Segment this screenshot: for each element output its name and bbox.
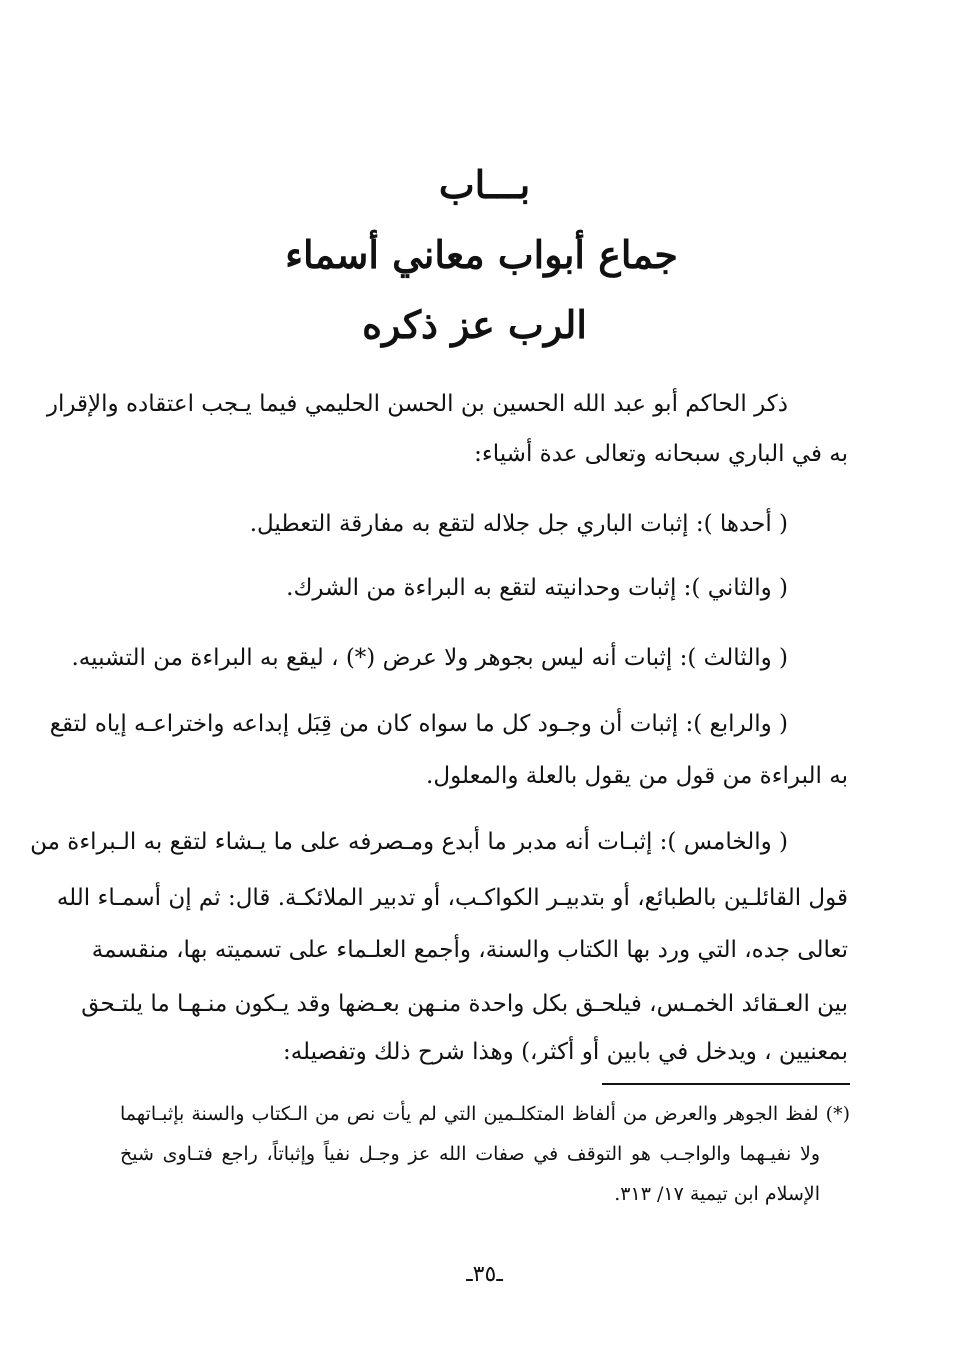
body-line: ( والثالث ): إثبات أنه ليس بجوهر ولا عرض (*) ، ليقع به البراءة من التشبيه. [71,645,788,671]
page-number: ـ٣٥ـ [466,1262,503,1287]
footnote-line: الإسلام ابن تيمية ١٧/ ٣١٣. [614,1183,820,1205]
chapter-title-line-1: جماع أبواب معاني أسماء [285,232,678,277]
footnote-line: ولا نفيـهما والواجـب هو التوقف في صفات الله عز وجـل نفياً وإثباتاً، راجع فتـاوى شيخ [120,1143,820,1165]
chapter-title-line-2: الرب عز ذكره [362,302,587,347]
body-line: بمعنيين ، ويدخل في بابين أو أكثر،) وهذا شرح ذلك وتفصيله: [282,1039,848,1065]
book-page [10,0,959,1366]
body-line: ( أحدها ): إثبات الباري جل جلاله لتقع به مفارقة التعطيل. [249,511,788,537]
body-line: تعالى جده، التي ورد بها الكتاب والسنة، وأجمع العلـماء على تسميته بها، منقسمة [91,937,848,963]
body-line: به في الباري سبحانه وتعالى عدة أشياء: [474,441,848,467]
footnote-line: (*) لفظ الجوهر والعرض من ألفاظ المتكلـمين التي لم يأت نص من الـكتاب والسنة بإثبـاتهما [120,1103,850,1125]
body-line: ذكر الحاكم أبو عبد الله الحسين بن الحسن الحليمي فيما يـجب اعتقاده والإقرار [46,391,788,417]
body-line: ( والرابع ): إثبات أن وجـود كل ما سواه كان من قِبَل إبداعه واختراعـه إياه لتقع [49,711,788,737]
body-line: ( والثاني ): إثبات وحدانيته لتقع به البراءة من الشرك. [286,575,788,601]
chapter-label: بـــاب [438,162,531,207]
body-line: به البراءة من قول من يقول بالعلة والمعلول. [426,763,848,789]
body-line: بين العـقائد الخمـس، فيلحـق بكل واحدة منـهن بعـضها وقد يـكون منـهـا ما يلتـحق [81,991,848,1017]
body-line: ( والخامس ): إثبـات أنه مدبر ما أبدع ومـصرفه على ما يـشاء لتقع به الـبراءة من [30,829,788,855]
body-line: قول القائلـين بالطبائع، أو بتدبيـر الكواكـب، أو تدبير الملائكـة. قال: ثم إن أسمـاء الله [56,885,848,911]
footnote-separator [602,1083,850,1085]
